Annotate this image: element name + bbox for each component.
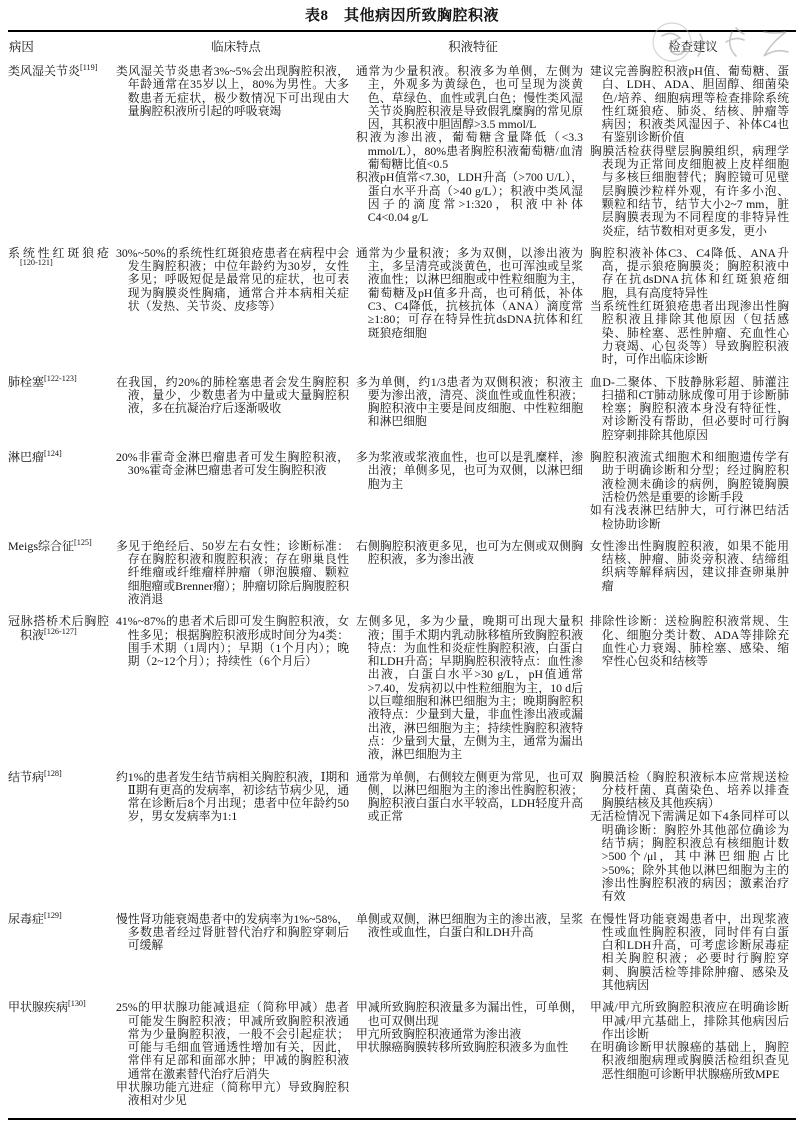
table-row xyxy=(8,913,796,1002)
recommend-text: 无活检情况下需满足如下4条同样可以明确诊断：胸腔外其他部位确诊为结节病；胸腔积液总有核细胞计数>500个/μl，其中淋巴细胞占比>50%；除外其他以淋巴细胞为主的渗出性胸腔积液的病因；激素治疗有效 xyxy=(590,809,789,904)
effusion-text: 右侧胸腔积液更多见，也可为左侧或双侧胸腔积液，多为渗出液 xyxy=(356,538,583,567)
effusion-text: 通常为少量积液。积液多为单侧，左侧为主，外观多为黄绿色，也可呈现为淡黄色、草绿色、血性或乳白色；慢性类风湿关节炎胸腔积液是导致假乳糜胸的常见原因，其积液中胆固醇>3.5 mmol/L xyxy=(356,64,583,132)
etiology-name xyxy=(8,537,109,553)
etiology-name xyxy=(8,373,109,389)
effusion-text: 多为浆液或浆液血性，也可以是乳糜样，渗出液；单侧多见，也可为双侧，以淋巴细胞为主 xyxy=(356,450,583,491)
etiology-name xyxy=(8,768,109,784)
recommend-text: 胸膜活检（胸腔积液标本应常规送检分枝杆菌、真菌染色、培养以排查胸膜结核及其他疾病） xyxy=(590,769,789,811)
table-row xyxy=(8,771,796,913)
reference-marker: [129] xyxy=(44,910,62,920)
effusion-text: 单侧或双侧，淋巴细胞为主的渗出液，呈浆液性或血性，白蛋白和LDH升高 xyxy=(356,911,583,939)
clinical-text: 在我国，约20%的肺栓塞患者会发生胸腔积液，量少，少数患者为中量或大量胸腔积液，多在抗凝治疗后逐渐吸收 xyxy=(116,374,349,416)
clinical-text: 甲状腺功能亢进症（简称甲亢）导致胸腔积液相对少见 xyxy=(116,1080,349,1108)
etiology-label: Meigs综合征 xyxy=(8,538,75,553)
table-row xyxy=(8,247,796,376)
effusion-text: 积液pH值常<7.30，LDH升高（>700 U/L），蛋白水平升高（>40 g/L）；积液中类风湿因子的滴度常>1:320，积液中补体C4<0.04 g/L xyxy=(356,170,583,225)
reference-marker: [128] xyxy=(44,768,62,778)
column-header-recommend: 检查建议 xyxy=(668,40,718,54)
reference-marker: [130] xyxy=(68,999,86,1009)
table-row xyxy=(8,451,796,540)
etiology-label: 系统性红斑狼疮 xyxy=(8,245,109,260)
recommend-text: 建议完善胸腔积液pH值、葡萄糖、蛋白、LDH、ADA、胆固醇、细菌染色/培养、细胞病理等检查排除系统性红斑狼疮、肺炎、结核、肿瘤等病因；积液类风湿因子、补体C4也有鉴别诊断价值 xyxy=(590,64,789,145)
etiology-name xyxy=(8,451,109,464)
effusion-text: 甲减所致胸腔积液量多为漏出性，可单侧，也可双侧出现 xyxy=(356,1000,583,1028)
etiology-table xyxy=(8,30,796,1117)
recommend-text: 在慢性肾功能衰竭患者中，出现浆液性或血性胸腔积液，同时伴有白蛋白和LDH升高，可考虑诊断尿毒症相关胸腔积液；必要时行胸腔穿刺、胸膜活检等排除肿瘤、感染及其他病因 xyxy=(590,911,789,992)
effusion-text: 积液为渗出液，葡萄糖含量降低（<3.3 mmol/L），80%患者胸腔积液葡萄糖/血清葡萄糖比值<0.5 xyxy=(356,130,583,172)
table-bottom-rule xyxy=(8,1118,796,1120)
clinical-text: 多见于绝经后、50岁左右女性；诊断标准：存在胸腔积液和腹腔积液；存在卵巢良性纤维瘤或纤维瘤样肿瘤（卵泡膜瘤、颗粒细胞瘤或Brenner瘤）；肿瘤切除后胸腹腔积液消退 xyxy=(116,538,349,606)
effusion-text: 通常为单侧，右侧较左侧更为常见，也可双侧，以淋巴细胞为主的渗出性胸腔积液；胸腔积液白蛋白水平较高，LDH轻度升高或正常 xyxy=(356,769,583,824)
reference-marker: [122-123] xyxy=(44,373,77,383)
reference-marker: [119] xyxy=(80,63,98,72)
reference-marker: [126-127] xyxy=(44,626,77,636)
clinical-text: 25%的甲状腺功能减退症（简称甲减）患者可能发生胸腔积液；甲减所致胸腔积液通常为少量胸腔积液，一般不会引起症状；可能与毛细血管通透性增加有关，因此，常伴有足部和面部水肿；甲减的胸腔积液通常在激素替代治疗后消失 xyxy=(116,1000,349,1081)
table-header xyxy=(8,31,796,65)
table-row xyxy=(8,376,796,451)
table-row xyxy=(8,540,796,615)
etiology-name xyxy=(8,247,109,274)
etiology-label: 类风湿关节炎 xyxy=(8,64,81,78)
clinical-text: 30%~50%的系统性红斑狼疮患者在病程中会发生胸腔积液；中位年龄约为30岁，女性多见；呼吸短促是最常见的症状，也可表现为胸膜炎性胸痛，通常合并本病相关症状（发热、关节炎、皮疹等） xyxy=(116,245,349,314)
recommend-text: 女性渗出性胸腹腔积液，如果不能用结核、肿瘤、肺炎旁积液、结缔组织病等解释病因，建议排查卵巢肿瘤 xyxy=(590,538,789,593)
effusion-text: 甲状腺癌胸膜转移所致胸腔积液多为血性 xyxy=(356,1040,569,1055)
etiology-name xyxy=(8,910,109,926)
effusion-text: 左侧多见，多为少量，晚期可出现大量积液；围手术期内乳动脉移植所致胸腔积液特点：为血性和炎症性胸腔积液，白蛋白和LDH升高；早期胸腔积液特点：血性渗出液，白蛋白水平>30 g/L，pH值通常>7.40，发病初以中性粒细胞为主，10 d后以巨噬细胞和淋巴细胞为主；晚期胸腔积液特点：少量到大量，非血性渗出液或漏出液，淋巴细胞为主；持续性胸腔积液特点：少量到大量，左侧为主，通常为漏出液，淋巴细胞为主 xyxy=(356,614,583,762)
recommend-text: 在明确诊断甲状腺癌的基础上，胸腔积液细胞病理或胸膜活检组织查见恶性细胞可诊断甲状腺癌所致MPE xyxy=(590,1040,789,1081)
reference-marker: [125] xyxy=(74,537,92,547)
etiology-name xyxy=(8,65,109,78)
table-body xyxy=(8,65,796,1117)
column-header-etiology: 病因 xyxy=(9,40,34,54)
effusion-text: 通常为少量积液；多为双侧，以渗出液为主，多呈清亮或淡黄色，也可浑浊或呈浆液血性；以淋巴细胞或中性粒细胞为主，葡萄糖及pH值多升高，也可稍低，补体C3、C4降低，抗核抗体（ANA）滴度常≥1:80；可存在特异性抗dsDNA抗体和红斑狼疮细胞 xyxy=(356,245,583,340)
etiology-label: 淋巴瘤 xyxy=(8,450,45,465)
etiology-label: 冠脉搭桥术后胸腔积液 xyxy=(8,614,109,642)
etiology-label: 甲状腺疾病 xyxy=(8,1000,69,1015)
recommend-text: 胸腔积液流式细胞术和细胞遗传学有助于明确诊断和分型；经过胸腔积液检测未确诊的病例，胸腔镜胸膜活检仍然是重要的诊断手段 xyxy=(590,450,789,504)
etiology-label: 结节病 xyxy=(8,769,45,784)
clinical-text: 慢性肾功能衰竭患者中的发病率为1%~58%，多数患者经过肾脏替代治疗和胸腔穿刺后可缓解 xyxy=(116,911,349,953)
clinical-text: 约1%的患者发生结节病相关胸腔积液，Ⅰ期和Ⅱ期有更高的发病率，初诊结节病少见，通常在诊断后8个月出现；患者中位年龄约50岁，男女发病率为1:1 xyxy=(116,769,349,824)
table-row xyxy=(8,1001,796,1116)
etiology-label: 肺栓塞 xyxy=(8,374,45,389)
reference-marker: [124] xyxy=(44,449,62,459)
recommend-text: 甲减/甲亢所致胸腔积液应在明确诊断甲减/甲亢基础上，排除其他病因后作出诊断 xyxy=(590,1000,789,1041)
clinical-text: 41%~87%的患者术后即可发生胸腔积液，女性多见；根据胸腔积液形成时间分为4类：围手术期（1周内）；早期（1个月内）；晚期（2~12个月）；持续性（6个月后） xyxy=(116,614,349,669)
table-row xyxy=(8,615,796,770)
recommend-text: 血D-二聚体、下肢静脉彩超、肺灌注扫描和CT肺动脉成像可用于诊断肺栓塞；胸腔积液本身没有特征性，对诊断没有帮助，但必要时可行胸腔穿刺排除其他原因 xyxy=(590,374,789,442)
etiology-name xyxy=(8,1001,109,1014)
clinical-text: 20%非霍奇金淋巴瘤患者可发生胸腔积液，30%霍奇金淋巴瘤患者可发生胸腔积液 xyxy=(116,450,349,478)
reference-marker: [120-121] xyxy=(20,258,53,268)
recommend-text: 排除性诊断：送检胸腔积液常规、生化、细胞分类计数、ADA等排除充血性心力衰竭、肺栓塞、感染、缩窄性心包炎和结核等 xyxy=(590,614,789,669)
column-header-effusion: 积液特征 xyxy=(448,40,498,54)
column-header-clinical: 临床特点 xyxy=(211,40,261,54)
table-row xyxy=(8,65,796,247)
recommend-text: 当系统性红斑狼疮患者出现渗出性胸腔积液且排除其他原因（包括感染、肺栓塞、恶性肿瘤、充血性心力衰竭、心包炎等）导致胸腔积液时，可作出临床诊断 xyxy=(590,299,789,367)
etiology-label: 尿毒症 xyxy=(8,911,45,926)
recommend-text: 胸膜活检获得壁层胸膜组织，病理学表现为正常间皮细胞被上皮样细胞与多核巨细胞替代；胸腔镜可见壁层胸膜沙粒样外观，有许多小泡、颗粒和结节，结节大小2~7 mm，脏层胸膜表现为不同程度的非特异性炎症，结节数相对更多发，更小 xyxy=(590,143,789,238)
table-title: 表8 其他病因所致胸腔积液 xyxy=(304,8,499,24)
effusion-text: 多为单侧，约1/3患者为双侧积液；积液主要为渗出液，清亮、淡血性或血性积液；胸腔积液中主要是间皮细胞、中性粒细胞和淋巴细胞 xyxy=(356,374,583,429)
effusion-text: 甲亢所致胸腔积液通常为渗出液 xyxy=(356,1026,522,1041)
clinical-text: 类风湿关节炎患者3%~5%会出现胸腔积液，年龄通常在35岁以上，80%为男性。大多数患者无症状，极少数情况下可出现由大量胸腔积液所引起的呼吸衰竭 xyxy=(116,64,349,118)
recommend-text: 如有浅表淋巴结肿大，可行淋巴结活检协助诊断 xyxy=(590,503,789,531)
etiology-name xyxy=(8,615,109,642)
recommend-text: 胸腔积液补体C3、C4降低、ANA升高，提示狼疮胸膜炎；胸腔积液中存在抗dsDNA抗体和红斑狼疮细胞，具有高度特异性 xyxy=(590,245,789,300)
